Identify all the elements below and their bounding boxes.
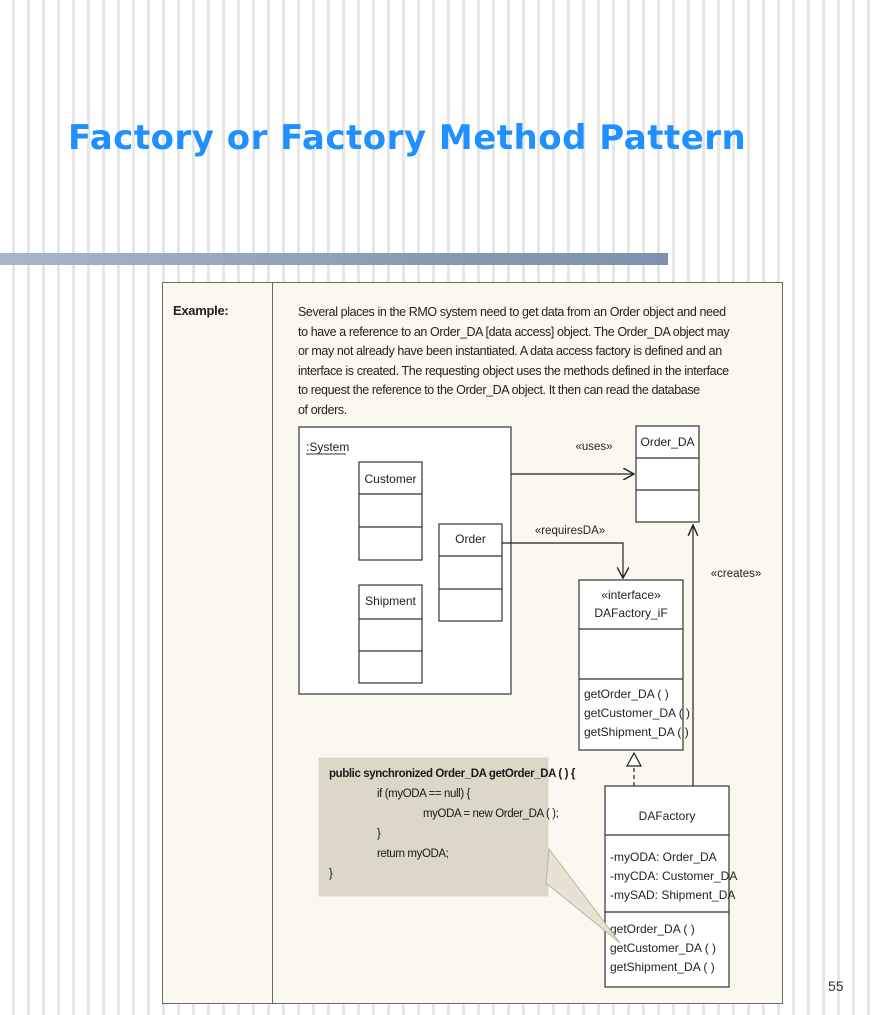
order-da-class-name: Order_DA — [640, 435, 695, 449]
dafactory-attribute: -mySAD: Shipment_DA — [610, 888, 736, 902]
code-line: public synchronized Order_DA getOrder_DA ( ) { — [329, 768, 575, 780]
interface-class — [579, 580, 690, 750]
code-line: myODA = new Order_DA ( ); — [423, 808, 559, 820]
order-da-class — [636, 426, 699, 522]
uml-diagram — [163, 283, 784, 1005]
uses-label: «uses» — [575, 441, 613, 453]
customer-class — [359, 462, 422, 560]
code-line: if (myODA == null) { — [377, 788, 470, 800]
dafactory-name: DAFactory — [638, 809, 696, 823]
realization-arrow — [627, 753, 641, 786]
figure-panel — [162, 282, 783, 1004]
slide-title: Factory or Factory Method Pattern — [68, 118, 747, 158]
interface-method: getShipment_DA ( ) — [584, 725, 689, 739]
dafactory-class — [605, 786, 737, 987]
creates-label: «creates» — [710, 568, 762, 580]
customer-class-name: Customer — [364, 472, 417, 486]
shipment-class — [359, 585, 422, 683]
dafactory-method: getOrder_DA ( ) — [610, 922, 695, 936]
interface-method: getCustomer_DA ( ) — [584, 706, 691, 720]
description-line: Several places in the RMO system need to get data from an Order object and need — [298, 305, 726, 319]
description-line: or may not already have been instantiated. A data access factory is defined and an — [298, 344, 722, 358]
description-line: of orders. — [298, 402, 347, 417]
order-class-name: Order — [455, 532, 486, 546]
system-label: :System — [306, 440, 350, 454]
shipment-class-name: Shipment — [365, 594, 416, 608]
requires-label: «requiresDA» — [534, 525, 606, 537]
code-line: } — [377, 828, 381, 840]
code-line: } — [329, 868, 333, 880]
interface-stereotype: «interface» — [601, 588, 661, 602]
uses-arrow — [511, 441, 634, 474]
description-line: to request the reference to the Order_DA object. It then can read the database — [298, 383, 700, 397]
dafactory-method: getCustomer_DA ( ) — [610, 941, 717, 955]
description-line: interface is created. The requesting object uses the methods defined in the interface — [298, 363, 729, 378]
example-label: Example: — [173, 303, 229, 318]
order-class — [439, 524, 502, 621]
dafactory-method: getShipment_DA ( ) — [610, 960, 715, 974]
creates-arrow — [693, 525, 761, 786]
dafactory-attribute: -myODA: Order_DA — [610, 850, 717, 864]
dafactory-attribute: -myCDA: Customer_DA — [610, 869, 738, 883]
page-number: 55 — [828, 978, 844, 994]
interface-name: DAFactory_iF — [594, 606, 668, 620]
requires-arrow — [502, 525, 623, 578]
description-line: to have a reference to an Order_DA [data access] object. The Order_DA object may — [298, 324, 730, 339]
interface-method: getOrder_DA ( ) — [584, 687, 669, 701]
code-line: return myODA; — [377, 848, 449, 860]
title-rule — [0, 253, 668, 265]
